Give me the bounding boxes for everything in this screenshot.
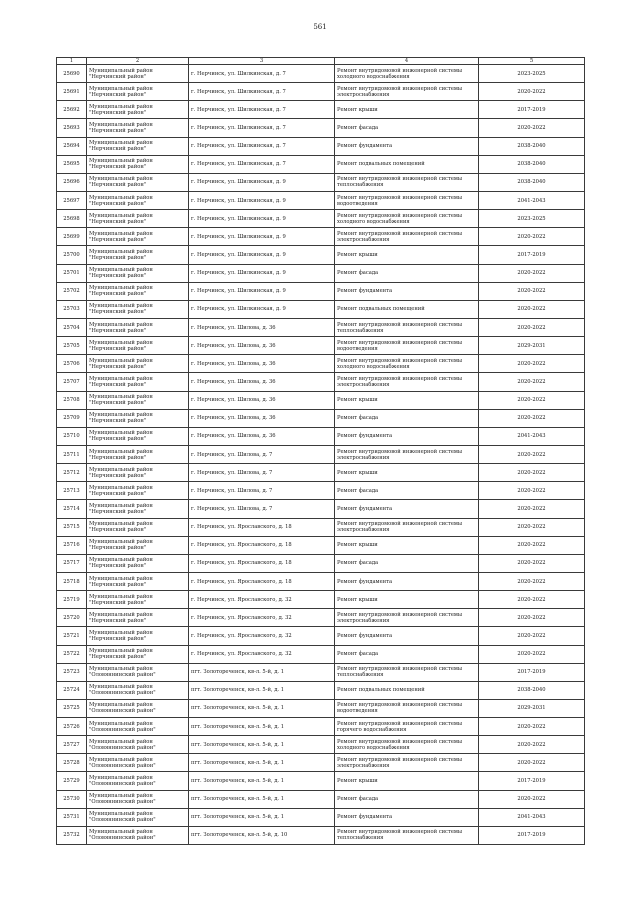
table-row	[57, 681, 585, 699]
address-cell: г. Нерчинск, ул. Шилкинская, д. 9	[189, 246, 335, 264]
work-type-cell: Ремонт внутридомовой инженерной системы теплоснабжения	[335, 318, 479, 336]
period-cell: 2041-2043	[479, 808, 585, 826]
row-number-cell: 25724	[57, 681, 87, 699]
municipality-cell: Муниципальный район "Нерчинский район"	[87, 282, 189, 300]
work-type-cell: Ремонт фасада	[335, 409, 479, 427]
table-row	[57, 137, 585, 155]
table-row	[57, 337, 585, 355]
row-number-cell: 25705	[57, 337, 87, 355]
table-row	[57, 445, 585, 463]
row-number-cell: 25719	[57, 591, 87, 609]
address-cell: пгт. Золотореченск, кв-л. 5-й, д. 1	[189, 699, 335, 717]
period-cell: 2020-2022	[479, 609, 585, 627]
table-row	[57, 427, 585, 445]
row-number-cell: 25723	[57, 663, 87, 681]
municipality-cell: Муниципальный район "Нерчинский район"	[87, 65, 189, 83]
municipality-cell: Муниципальный район "Нерчинский район"	[87, 101, 189, 119]
row-number-cell: 25707	[57, 373, 87, 391]
municipality-cell: Муниципальный район "Нерчинский район"	[87, 83, 189, 101]
address-cell: пгт. Золотореченск, кв-л. 5-й, д. 10	[189, 826, 335, 844]
column-number-header: 2	[87, 58, 189, 65]
row-number-cell: 25703	[57, 300, 87, 318]
address-cell: г. Нерчинск, ул. Шилкинская, д. 9	[189, 173, 335, 191]
row-number-cell: 25691	[57, 83, 87, 101]
address-cell: г. Нерчинск, ул. Шилова, д. 36	[189, 337, 335, 355]
work-type-cell: Ремонт крыши	[335, 772, 479, 790]
address-cell: г. Нерчинск, ул. Шилкинская, д. 9	[189, 210, 335, 228]
work-type-cell: Ремонт фундамента	[335, 808, 479, 826]
work-type-cell: Ремонт внутридомовой инженерной системы электроснабжения	[335, 518, 479, 536]
address-cell: г. Нерчинск, ул. Шилова, д. 36	[189, 391, 335, 409]
address-cell: г. Нерчинск, ул. Шилкинская, д. 7	[189, 155, 335, 173]
column-number-header: 3	[189, 58, 335, 65]
row-number-cell: 25701	[57, 264, 87, 282]
municipality-cell: Муниципальный район "Нерчинский район"	[87, 373, 189, 391]
row-number-cell: 25709	[57, 409, 87, 427]
address-cell: г. Нерчинск, ул. Ярославского, д. 32	[189, 609, 335, 627]
work-type-cell: Ремонт внутридомовой инженерной системы теплоснабжения	[335, 663, 479, 681]
period-cell: 2020-2022	[479, 572, 585, 590]
row-number-cell: 25713	[57, 482, 87, 500]
row-number-cell: 25720	[57, 609, 87, 627]
table-row	[57, 173, 585, 191]
table-row	[57, 663, 585, 681]
municipality-cell: Муниципальный район "Нерчинский район"	[87, 536, 189, 554]
row-number-cell: 25732	[57, 826, 87, 844]
table-row	[57, 101, 585, 119]
work-type-cell: Ремонт внутридомовой инженерной системы водоотведения	[335, 699, 479, 717]
table-body	[57, 65, 585, 845]
row-number-cell: 25729	[57, 772, 87, 790]
address-cell: г. Нерчинск, ул. Ярославского, д. 32	[189, 645, 335, 663]
address-cell: пгт. Золотореченск, кв-л. 5-й, д. 1	[189, 772, 335, 790]
address-cell: г. Нерчинск, ул. Шилова, д. 7	[189, 445, 335, 463]
table-row	[57, 482, 585, 500]
municipality-cell: Муниципальный район "Оловяннинский район"	[87, 808, 189, 826]
work-type-cell: Ремонт фасада	[335, 790, 479, 808]
address-cell: г. Нерчинск, ул. Шилова, д. 7	[189, 482, 335, 500]
address-cell: г. Нерчинск, ул. Шилова, д. 7	[189, 500, 335, 518]
period-cell: 2020-2022	[479, 264, 585, 282]
work-type-cell: Ремонт внутридомовой инженерной системы теплоснабжения	[335, 173, 479, 191]
address-cell: г. Нерчинск, ул. Ярославского, д. 32	[189, 627, 335, 645]
period-cell: 2023-2025	[479, 210, 585, 228]
period-cell: 2020-2022	[479, 119, 585, 137]
municipality-cell: Муниципальный район "Нерчинский район"	[87, 445, 189, 463]
address-cell: г. Нерчинск, ул. Шилкинская, д. 7	[189, 83, 335, 101]
address-cell: г. Нерчинск, ул. Шилкинская, д. 7	[189, 137, 335, 155]
municipality-cell: Муниципальный район "Нерчинский район"	[87, 137, 189, 155]
address-cell: г. Нерчинск, ул. Шилкинская, д. 9	[189, 264, 335, 282]
work-type-cell: Ремонт внутридомовой инженерной системы электроснабжения	[335, 373, 479, 391]
period-cell: 2029-2031	[479, 699, 585, 717]
row-number-cell: 25702	[57, 282, 87, 300]
period-cell: 2020-2022	[479, 228, 585, 246]
period-cell: 2020-2022	[479, 482, 585, 500]
work-type-cell: Ремонт внутридомовой инженерной системы теплоснабжения	[335, 826, 479, 844]
period-cell: 2020-2022	[479, 790, 585, 808]
work-type-cell: Ремонт крыши	[335, 464, 479, 482]
municipality-cell: Муниципальный район "Нерчинский район"	[87, 228, 189, 246]
municipality-cell: Муниципальный район "Оловяннинский район"	[87, 736, 189, 754]
municipality-cell: Муниципальный район "Оловяннинский район"	[87, 772, 189, 790]
period-cell: 2020-2022	[479, 391, 585, 409]
address-cell: г. Нерчинск, ул. Шилкинская, д. 9	[189, 228, 335, 246]
address-cell: г. Нерчинск, ул. Ярославского, д. 18	[189, 572, 335, 590]
period-cell: 2020-2022	[479, 464, 585, 482]
row-number-cell: 25699	[57, 228, 87, 246]
work-type-cell: Ремонт внутридомовой инженерной системы водоотведения	[335, 337, 479, 355]
municipality-cell: Муниципальный район "Нерчинский район"	[87, 464, 189, 482]
work-type-cell: Ремонт внутридомовой инженерной системы электроснабжения	[335, 83, 479, 101]
table-row	[57, 155, 585, 173]
work-type-cell: Ремонт внутридомовой инженерной системы электроснабжения	[335, 754, 479, 772]
column-number-header: 5	[479, 58, 585, 65]
row-number-cell: 25704	[57, 318, 87, 336]
municipality-cell: Муниципальный район "Нерчинский район"	[87, 591, 189, 609]
address-cell: г. Нерчинск, ул. Шилкинская, д. 9	[189, 191, 335, 209]
table-row	[57, 808, 585, 826]
period-cell: 2020-2022	[479, 318, 585, 336]
row-number-cell: 25708	[57, 391, 87, 409]
address-cell: г. Нерчинск, ул. Ярославского, д. 18	[189, 554, 335, 572]
row-number-cell: 25690	[57, 65, 87, 83]
period-cell: 2038-2040	[479, 173, 585, 191]
table-row	[57, 572, 585, 590]
municipality-cell: Муниципальный район "Нерчинский район"	[87, 609, 189, 627]
row-number-cell: 25695	[57, 155, 87, 173]
address-cell: пгт. Золотореченск, кв-л. 5-й, д. 1	[189, 754, 335, 772]
address-cell: пгт. Золотореченск, кв-л. 5-й, д. 1	[189, 736, 335, 754]
work-type-cell: Ремонт фасада	[335, 482, 479, 500]
municipality-cell: Муниципальный район "Нерчинский район"	[87, 409, 189, 427]
work-type-cell: Ремонт внутридомовой инженерной системы электроснабжения	[335, 445, 479, 463]
municipality-cell: Муниципальный район "Нерчинский район"	[87, 627, 189, 645]
municipality-cell: Муниципальный район "Оловяннинский район"	[87, 718, 189, 736]
municipality-cell: Муниципальный район "Нерчинский район"	[87, 391, 189, 409]
page-number: 561	[313, 23, 327, 31]
municipality-cell: Муниципальный район "Оловяннинский район"	[87, 663, 189, 681]
table-row	[57, 609, 585, 627]
work-type-cell: Ремонт фундамента	[335, 282, 479, 300]
municipality-cell: Муниципальный район "Нерчинский район"	[87, 572, 189, 590]
municipality-cell: Муниципальный район "Оловяннинский район"	[87, 699, 189, 717]
work-type-cell: Ремонт фундамента	[335, 627, 479, 645]
row-number-cell: 25697	[57, 191, 87, 209]
work-type-cell: Ремонт фасада	[335, 119, 479, 137]
work-type-cell: Ремонт внутридомовой инженерной системы холодного водоснабжения	[335, 736, 479, 754]
period-cell: 2017-2019	[479, 246, 585, 264]
period-cell: 2020-2022	[479, 736, 585, 754]
municipality-cell: Муниципальный район "Нерчинский район"	[87, 337, 189, 355]
table-row	[57, 409, 585, 427]
municipality-cell: Муниципальный район "Нерчинский район"	[87, 554, 189, 572]
address-cell: г. Нерчинск, ул. Ярославского, д. 32	[189, 591, 335, 609]
address-cell: г. Нерчинск, ул. Шилова, д. 36	[189, 427, 335, 445]
municipality-cell: Муниципальный район "Нерчинский район"	[87, 645, 189, 663]
period-cell: 2038-2040	[479, 137, 585, 155]
address-cell: г. Нерчинск, ул. Шилова, д. 7	[189, 464, 335, 482]
row-number-cell: 25693	[57, 119, 87, 137]
table-row	[57, 119, 585, 137]
work-type-cell: Ремонт фундамента	[335, 500, 479, 518]
period-cell: 2020-2022	[479, 718, 585, 736]
address-cell: г. Нерчинск, ул. Шилкинская, д. 7	[189, 65, 335, 83]
period-cell: 2020-2022	[479, 754, 585, 772]
table-row	[57, 210, 585, 228]
period-cell: 2038-2040	[479, 155, 585, 173]
table-row	[57, 191, 585, 209]
address-cell: пгт. Золотореченск, кв-л. 5-й, д. 1	[189, 663, 335, 681]
work-type-cell: Ремонт внутридомовой инженерной системы водоотведения	[335, 191, 479, 209]
row-number-cell: 25700	[57, 246, 87, 264]
row-number-cell: 25731	[57, 808, 87, 826]
address-cell: г. Нерчинск, ул. Шилова, д. 36	[189, 318, 335, 336]
table-row	[57, 754, 585, 772]
period-cell: 2020-2022	[479, 282, 585, 300]
table-row	[57, 772, 585, 790]
work-type-cell: Ремонт внутридомовой инженерной системы горячего водоснабжения	[335, 718, 479, 736]
address-cell: пгт. Золотореченск, кв-л. 5-й, д. 1	[189, 681, 335, 699]
table-row	[57, 228, 585, 246]
work-type-cell: Ремонт фундамента	[335, 572, 479, 590]
municipality-cell: Муниципальный район "Нерчинский район"	[87, 427, 189, 445]
work-type-cell: Ремонт подвальных помещений	[335, 155, 479, 173]
table-row	[57, 518, 585, 536]
period-cell: 2020-2022	[479, 591, 585, 609]
work-type-cell: Ремонт внутридомовой инженерной системы холодного водоснабжения	[335, 210, 479, 228]
table-row	[57, 355, 585, 373]
table-row	[57, 591, 585, 609]
table-row	[57, 282, 585, 300]
municipality-cell: Муниципальный район "Нерчинский район"	[87, 355, 189, 373]
address-cell: г. Нерчинск, ул. Шилкинская, д. 9	[189, 282, 335, 300]
municipality-cell: Муниципальный район "Нерчинский район"	[87, 264, 189, 282]
row-number-cell: 25694	[57, 137, 87, 155]
work-type-cell: Ремонт фасада	[335, 645, 479, 663]
table-row	[57, 373, 585, 391]
municipality-cell: Муниципальный район "Нерчинский район"	[87, 500, 189, 518]
column-number-row	[57, 58, 585, 65]
period-cell: 2017-2019	[479, 826, 585, 844]
address-cell: г. Нерчинск, ул. Шилкинская, д. 7	[189, 119, 335, 137]
row-number-cell: 25728	[57, 754, 87, 772]
municipality-cell: Муниципальный район "Нерчинский район"	[87, 191, 189, 209]
municipality-cell: Муниципальный район "Нерчинский район"	[87, 246, 189, 264]
work-type-cell: Ремонт внутридомовой инженерной системы электроснабжения	[335, 609, 479, 627]
table-row	[57, 264, 585, 282]
address-cell: пгт. Золотореченск, кв-л. 5-й, д. 1	[189, 718, 335, 736]
row-number-cell: 25706	[57, 355, 87, 373]
row-number-cell: 25730	[57, 790, 87, 808]
address-cell: г. Нерчинск, ул. Шилкинская, д. 9	[189, 300, 335, 318]
period-cell: 2020-2022	[479, 645, 585, 663]
table-row	[57, 736, 585, 754]
table-row	[57, 718, 585, 736]
table-row	[57, 300, 585, 318]
row-number-cell: 25718	[57, 572, 87, 590]
period-cell: 2020-2022	[479, 554, 585, 572]
municipality-cell: Муниципальный район "Нерчинский район"	[87, 482, 189, 500]
work-type-cell: Ремонт крыши	[335, 591, 479, 609]
row-number-cell: 25727	[57, 736, 87, 754]
row-number-cell: 25725	[57, 699, 87, 717]
row-number-cell: 25698	[57, 210, 87, 228]
period-cell: 2020-2022	[479, 83, 585, 101]
capital-repair-table	[56, 57, 585, 845]
address-cell: г. Нерчинск, ул. Шилкинская, д. 7	[189, 101, 335, 119]
work-type-cell: Ремонт внутридомовой инженерной системы электроснабжения	[335, 228, 479, 246]
work-type-cell: Ремонт крыши	[335, 246, 479, 264]
period-cell: 2020-2022	[479, 300, 585, 318]
table-row	[57, 391, 585, 409]
period-cell: 2020-2022	[479, 518, 585, 536]
period-cell: 2038-2040	[479, 681, 585, 699]
table-row	[57, 246, 585, 264]
work-type-cell: Ремонт внутридомовой инженерной системы холодного водоснабжения	[335, 65, 479, 83]
period-cell: 2020-2022	[479, 355, 585, 373]
table-row	[57, 536, 585, 554]
table-row	[57, 65, 585, 83]
period-cell: 2029-2031	[479, 337, 585, 355]
table-row	[57, 83, 585, 101]
work-type-cell: Ремонт внутридомовой инженерной системы холодного водоснабжения	[335, 355, 479, 373]
address-cell: г. Нерчинск, ул. Шилова, д. 36	[189, 373, 335, 391]
municipality-cell: Муниципальный район "Оловяннинский район"	[87, 681, 189, 699]
period-cell: 2017-2019	[479, 663, 585, 681]
table-row	[57, 790, 585, 808]
municipality-cell: Муниципальный район "Оловяннинский район"	[87, 754, 189, 772]
table-row	[57, 699, 585, 717]
municipality-cell: Муниципальный район "Оловяннинский район"	[87, 826, 189, 844]
period-cell: 2020-2022	[479, 536, 585, 554]
period-cell: 2020-2022	[479, 500, 585, 518]
period-cell: 2023-2025	[479, 65, 585, 83]
table-row	[57, 826, 585, 844]
municipality-cell: Муниципальный район "Нерчинский район"	[87, 173, 189, 191]
work-type-cell: Ремонт фундамента	[335, 137, 479, 155]
municipality-cell: Муниципальный район "Нерчинский район"	[87, 518, 189, 536]
column-number-header: 4	[335, 58, 479, 65]
period-cell: 2020-2022	[479, 627, 585, 645]
table-row	[57, 554, 585, 572]
address-cell: г. Нерчинск, ул. Шилова, д. 36	[189, 355, 335, 373]
period-cell: 2017-2019	[479, 101, 585, 119]
work-type-cell: Ремонт фасада	[335, 554, 479, 572]
table-row	[57, 318, 585, 336]
municipality-cell: Муниципальный район "Нерчинский район"	[87, 210, 189, 228]
work-type-cell: Ремонт подвальных помещений	[335, 681, 479, 699]
municipality-cell: Муниципальный район "Оловяннинский район"	[87, 790, 189, 808]
table-row	[57, 500, 585, 518]
row-number-cell: 25716	[57, 536, 87, 554]
row-number-cell: 25714	[57, 500, 87, 518]
work-type-cell: Ремонт крыши	[335, 101, 479, 119]
row-number-cell: 25726	[57, 718, 87, 736]
work-type-cell: Ремонт фундамента	[335, 427, 479, 445]
period-cell: 2041-2043	[479, 191, 585, 209]
period-cell: 2020-2022	[479, 445, 585, 463]
work-type-cell: Ремонт крыши	[335, 391, 479, 409]
work-type-cell: Ремонт подвальных помещений	[335, 300, 479, 318]
work-type-cell: Ремонт фасада	[335, 264, 479, 282]
table-row	[57, 464, 585, 482]
municipality-cell: Муниципальный район "Нерчинский район"	[87, 119, 189, 137]
row-number-cell: 25715	[57, 518, 87, 536]
column-number-header: 1	[57, 58, 87, 65]
row-number-cell: 25710	[57, 427, 87, 445]
period-cell: 2017-2019	[479, 772, 585, 790]
row-number-cell: 25717	[57, 554, 87, 572]
address-cell: г. Нерчинск, ул. Ярославского, д. 18	[189, 536, 335, 554]
row-number-cell: 25696	[57, 173, 87, 191]
address-cell: г. Нерчинск, ул. Ярославского, д. 18	[189, 518, 335, 536]
table-row	[57, 627, 585, 645]
period-cell: 2020-2022	[479, 409, 585, 427]
address-cell: г. Нерчинск, ул. Шилова, д. 36	[189, 409, 335, 427]
period-cell: 2020-2022	[479, 373, 585, 391]
work-type-cell: Ремонт крыши	[335, 536, 479, 554]
municipality-cell: Муниципальный район "Нерчинский район"	[87, 318, 189, 336]
address-cell: пгт. Золотореченск, кв-л. 5-й, д. 1	[189, 808, 335, 826]
row-number-cell: 25692	[57, 101, 87, 119]
municipality-cell: Муниципальный район "Нерчинский район"	[87, 300, 189, 318]
address-cell: пгт. Золотореченск, кв-л. 5-й, д. 1	[189, 790, 335, 808]
municipality-cell: Муниципальный район "Нерчинский район"	[87, 155, 189, 173]
table-row	[57, 645, 585, 663]
period-cell: 2041-2043	[479, 427, 585, 445]
row-number-cell: 25711	[57, 445, 87, 463]
row-number-cell: 25721	[57, 627, 87, 645]
row-number-cell: 25712	[57, 464, 87, 482]
row-number-cell: 25722	[57, 645, 87, 663]
